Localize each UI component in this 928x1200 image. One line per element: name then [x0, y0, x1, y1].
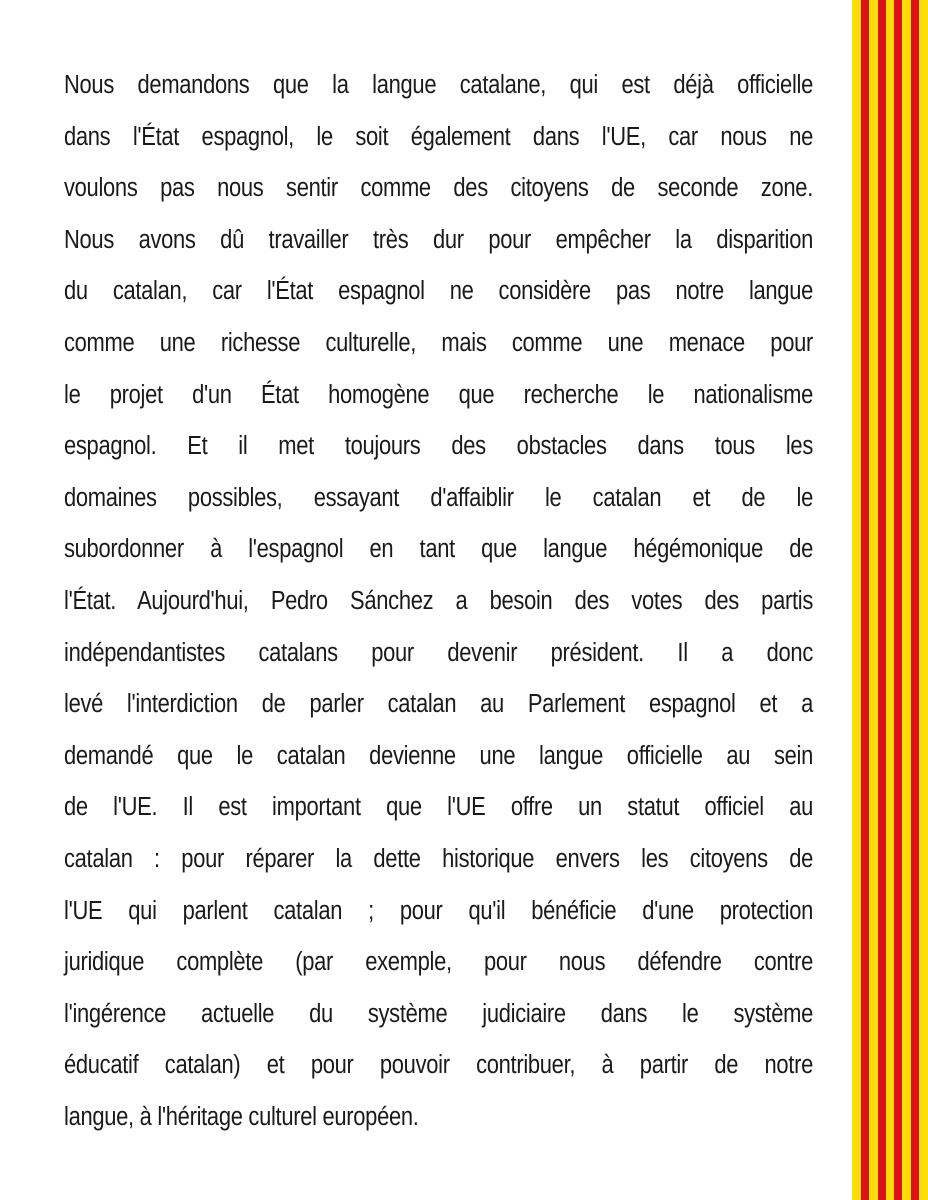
text-line: l'ingérence actuelle du système judiciaire dans le système — [64, 999, 813, 1028]
text-line: espagnol. Et il met toujours des obstacles dans tous les — [64, 432, 813, 461]
text-line: voulons pas nous sentir comme des citoyens de seconde zone. — [64, 174, 813, 203]
text-line: du catalan, car l'État espagnol ne considère pas notre langue — [64, 277, 813, 306]
text-line: Nous avons dû travailler très dur pour empêcher la disparition — [64, 225, 813, 254]
flag-stripe-red — [861, 0, 869, 1200]
text-line: langue, à l'héritage culturel européen. — [64, 1102, 419, 1131]
body-paragraph — [64, 60, 813, 1143]
flag-stripe-red — [878, 0, 886, 1200]
text-line: demandé que le catalan devienne une langue officielle au sein — [64, 741, 813, 770]
flag-stripe-red — [894, 0, 902, 1200]
catalan-flag-stripes — [852, 0, 928, 1200]
text-line: l'État. Aujourd'hui, Pedro Sánchez a besoin des votes des partis — [64, 586, 813, 615]
text-line: éducatif catalan) et pour pouvoir contribuer, à partir de notre — [64, 1051, 813, 1080]
text-line: l'UE qui parlent catalan ; pour qu'il bénéficie d'une protection — [64, 896, 813, 925]
text-line: indépendantistes catalans pour devenir président. Il a donc — [64, 638, 813, 667]
flag-stripe-yellow — [886, 0, 895, 1200]
text-line: juridique complète (par exemple, pour nous défendre contre — [64, 948, 813, 977]
text-line: de l'UE. Il est important que l'UE offre un statut officiel au — [64, 793, 813, 822]
flag-stripe-yellow — [852, 0, 861, 1200]
text-line: catalan : pour réparer la dette historique envers les citoyens de — [64, 844, 813, 873]
flag-stripe-yellow — [902, 0, 911, 1200]
text-line: levé l'interdiction de parler catalan au Parlement espagnol et a — [64, 690, 813, 719]
text-line: dans l'État espagnol, le soit également dans l'UE, car nous ne — [64, 122, 813, 151]
flag-stripe-yellow — [919, 0, 928, 1200]
text-line: comme une richesse culturelle, mais comme une menace pour — [64, 328, 813, 357]
flag-stripe-yellow — [869, 0, 878, 1200]
text-line: le projet d'un État homogène que recherche le nationalisme — [64, 380, 813, 409]
text-line: Nous demandons que la langue catalane, qui est déjà officielle — [64, 71, 813, 99]
text-line: subordonner à l'espagnol en tant que langue hégémonique de — [64, 535, 813, 564]
text-line: domaines possibles, essayant d'affaiblir le catalan et de le — [64, 483, 813, 512]
flag-stripe-red — [911, 0, 919, 1200]
